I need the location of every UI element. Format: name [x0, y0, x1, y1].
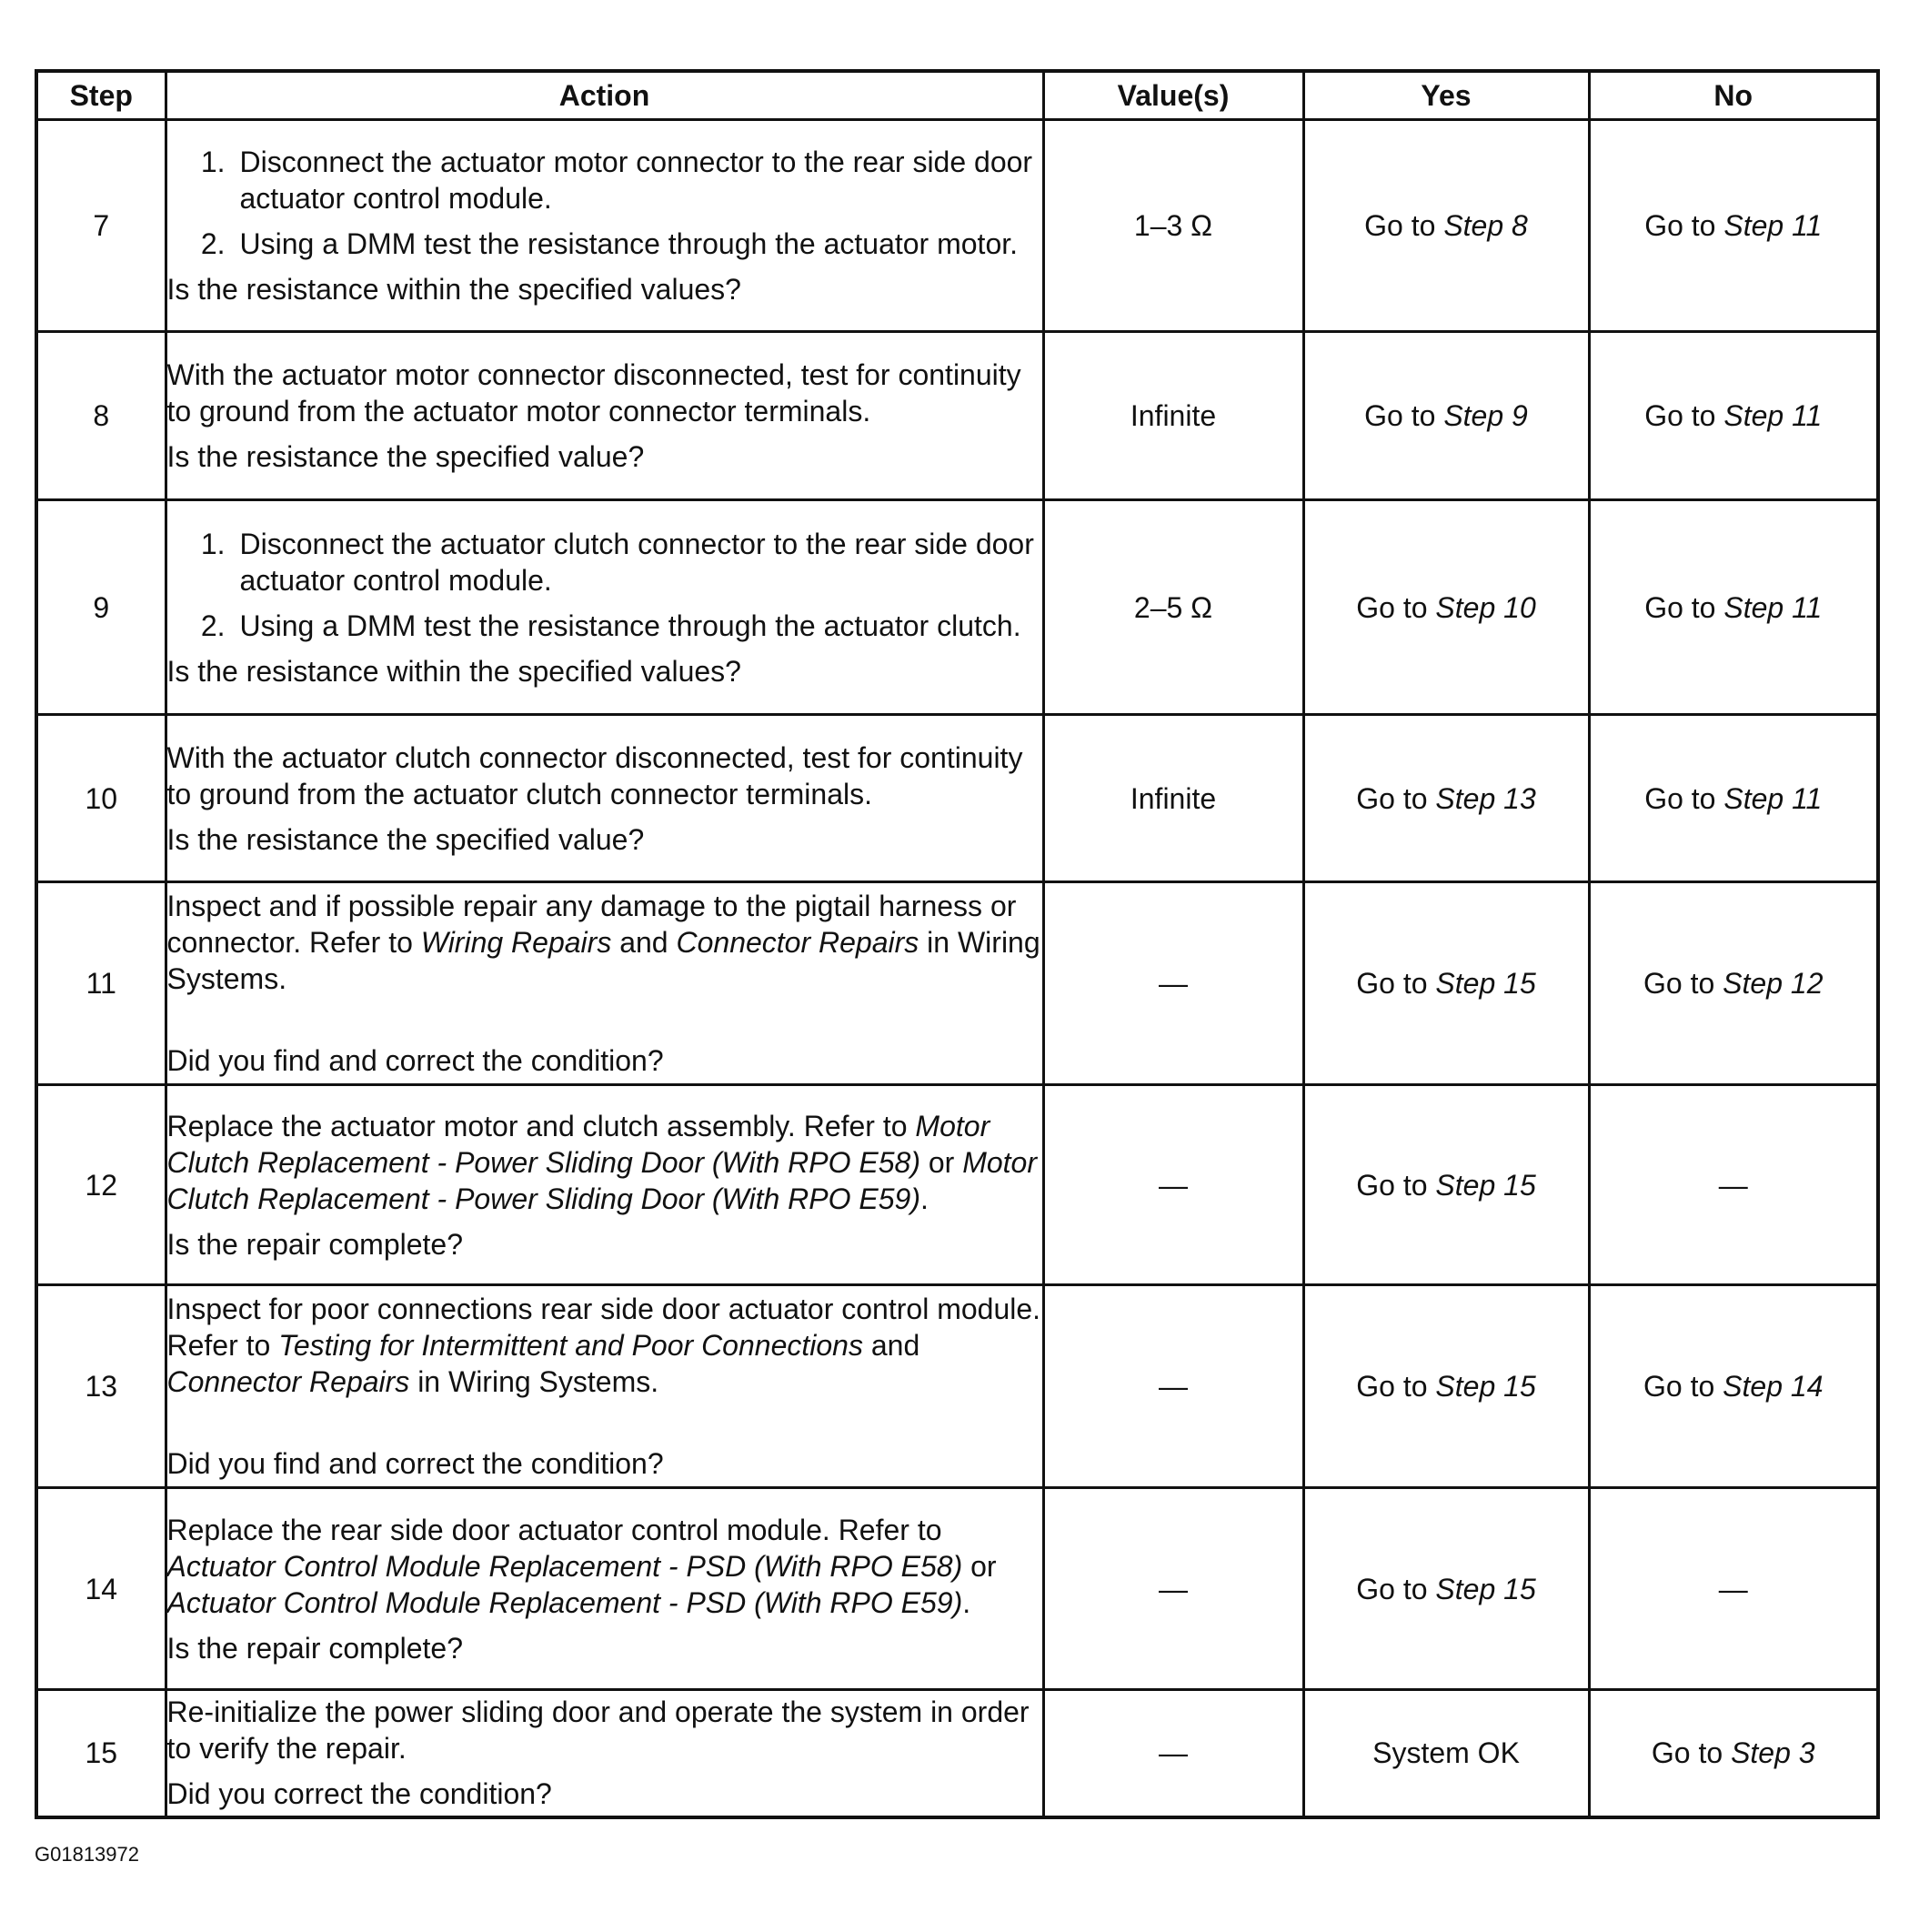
action-question: Did you find and correct the condition?: [166, 1447, 664, 1480]
no-cell: [1589, 1285, 1878, 1488]
action-cell: [166, 120, 1043, 332]
yes-step-link[interactable]: Step 13: [1435, 781, 1536, 815]
col-header-no: No: [1589, 71, 1878, 120]
reference-link[interactable]: Connector Repairs: [166, 1365, 410, 1398]
table-row: [36, 1285, 1878, 1488]
col-header-action: Action: [166, 71, 1043, 120]
value-cell: —: [1043, 1488, 1303, 1690]
action-cell: [166, 1085, 1043, 1285]
substep-text: Disconnect the actuator motor connector to the rear side door actuator control module.: [239, 146, 1033, 215]
yes-cell: [1303, 500, 1589, 715]
yes-cell: System OK: [1303, 1690, 1589, 1817]
action-text: [167, 1512, 1042, 1621]
value-cell: 1–3 Ω: [1043, 120, 1303, 332]
yes-step-link[interactable]: Step 9: [1443, 399, 1528, 432]
action-cell: [166, 882, 1043, 1085]
value-cell: 2–5 Ω: [1043, 500, 1303, 715]
action-text: [167, 1291, 1042, 1400]
figure-id: G01813972: [35, 1843, 139, 1866]
action-cell: [166, 715, 1043, 882]
no-prefix: Go to: [1644, 781, 1724, 815]
step-number: 7: [36, 120, 166, 332]
table-row: [36, 332, 1878, 500]
no-prefix: Go to: [1643, 967, 1723, 1000]
action-text-part: Replace the actuator motor and clutch assembly. Refer to: [166, 1109, 916, 1142]
table-row: [36, 500, 1878, 715]
step-number: 11: [36, 882, 166, 1085]
no-prefix: Go to: [1644, 399, 1724, 432]
substep-item: [167, 526, 1042, 599]
action-question: Is the resistance the specified value?: [166, 440, 645, 473]
table-row: [36, 715, 1878, 882]
no-cell: [1589, 500, 1878, 715]
no-step-link[interactable]: Step 11: [1723, 399, 1823, 432]
no-cell: [1589, 332, 1878, 500]
yes-cell: [1303, 1285, 1589, 1488]
yes-prefix: Go to: [1356, 590, 1436, 624]
step-number: 9: [36, 500, 166, 715]
action-cell: [166, 1690, 1043, 1817]
no-step-link[interactable]: Step 11: [1723, 781, 1823, 815]
table-row: [36, 1690, 1878, 1817]
yes-prefix: Go to: [1356, 1370, 1436, 1403]
action-text: With the actuator motor connector disconnected, test for continuity to ground from the actuator motor connector terminals.: [166, 358, 1021, 428]
yes-step-link[interactable]: Step 15: [1435, 1168, 1536, 1202]
substep-number: 1.: [200, 146, 226, 178]
no-prefix: Go to: [1644, 590, 1724, 624]
yes-cell: [1303, 1085, 1589, 1285]
yes-step-link[interactable]: Step 15: [1435, 1572, 1536, 1605]
yes-cell: [1303, 882, 1589, 1085]
value-cell: —: [1043, 1285, 1303, 1488]
substep-list: [167, 144, 1042, 262]
yes-step-link[interactable]: Step 15: [1435, 967, 1536, 1000]
reference-link[interactable]: Motor Clutch Replacement - Power Sliding Door (With RPO E59): [166, 1145, 1037, 1215]
no-cell: [1589, 715, 1878, 882]
action-text-part: Inspect for poor connections rear side door actuator control module. Refer to: [166, 1293, 1041, 1362]
col-header-step: Step: [36, 71, 166, 120]
col-header-yes: Yes: [1303, 71, 1589, 120]
value-cell: —: [1043, 1690, 1303, 1817]
yes-prefix: Go to: [1364, 399, 1444, 432]
substep-item: [167, 608, 1042, 644]
step-number: 12: [36, 1085, 166, 1285]
yes-cell: [1303, 120, 1589, 332]
action-text: With the actuator clutch connector disconnected, test for continuity to ground from the actuator clutch connector terminals.: [166, 740, 1023, 810]
action-cell: [166, 500, 1043, 715]
action-text-part: or: [919, 1145, 963, 1179]
substep-number: 2.: [200, 609, 226, 642]
reference-link[interactable]: Testing for Intermittent and Poor Connections: [278, 1329, 863, 1362]
action-cell: [166, 1285, 1043, 1488]
no-cell: —: [1589, 1488, 1878, 1690]
no-step-link[interactable]: Step 14: [1723, 1370, 1824, 1403]
substep-text: Using a DMM test the resistance through the actuator clutch.: [239, 609, 1021, 642]
no-cell: [1589, 882, 1878, 1085]
no-cell: —: [1589, 1085, 1878, 1285]
yes-prefix: Go to: [1364, 209, 1444, 242]
action-text-part: .: [919, 1182, 929, 1215]
no-prefix: Go to: [1651, 1736, 1732, 1770]
yes-prefix: Go to: [1356, 781, 1436, 815]
action-text-part: .: [962, 1585, 971, 1619]
substep-text: Disconnect the actuator clutch connector to the rear side door actuator control module.: [239, 527, 1034, 597]
diagnostic-table: [35, 69, 1880, 1819]
substep-item: [167, 226, 1042, 262]
yes-prefix: Go to: [1356, 1572, 1436, 1605]
action-question: Did you correct the condition?: [166, 1777, 552, 1811]
no-step-link[interactable]: Step 11: [1723, 590, 1823, 624]
reference-link[interactable]: Connector Repairs: [676, 926, 919, 959]
step-number: 14: [36, 1488, 166, 1690]
action-question: Is the repair complete?: [166, 1631, 463, 1665]
yes-prefix: Go to: [1356, 1168, 1436, 1202]
no-step-link[interactable]: Step 3: [1731, 1736, 1815, 1770]
action-question: Is the repair complete?: [166, 1227, 463, 1261]
action-text: [167, 888, 1042, 997]
reference-link[interactable]: Wiring Repairs: [420, 926, 612, 959]
step-number: 10: [36, 715, 166, 882]
action-text-part: in Wiring Systems.: [409, 1365, 659, 1398]
no-step-link[interactable]: Step 11: [1723, 209, 1823, 242]
step-number: 13: [36, 1285, 166, 1488]
action-question: Is the resistance the specified value?: [166, 822, 645, 856]
value-cell: —: [1043, 882, 1303, 1085]
reference-link[interactable]: Actuator Control Module Replacement - PSD (With RPO E59): [166, 1585, 963, 1619]
table-row: [36, 1085, 1878, 1285]
header-row: [36, 71, 1878, 120]
no-prefix: Go to: [1644, 209, 1724, 242]
action-cell: [166, 332, 1043, 500]
yes-step-link[interactable]: Step 15: [1435, 1370, 1536, 1403]
action-question: Is the resistance within the specified values?: [166, 273, 741, 306]
table-row: [36, 120, 1878, 332]
value-cell: Infinite: [1043, 715, 1303, 882]
value-cell: —: [1043, 1085, 1303, 1285]
yes-cell: [1303, 715, 1589, 882]
action-text: [167, 1108, 1042, 1217]
action-text-part: Inspect and if possible repair any damage to the pigtail harness or connector. Refer to: [166, 890, 1017, 959]
yes-cell: [1303, 1488, 1589, 1690]
action-text-part: in Wiring Systems.: [166, 926, 1040, 995]
no-cell: [1589, 120, 1878, 332]
table-row: [36, 1488, 1878, 1690]
substep-list: [167, 526, 1042, 644]
action-text-part: or: [962, 1549, 997, 1583]
yes-step-link[interactable]: Step 10: [1435, 590, 1536, 624]
substep-item: [167, 144, 1042, 216]
yes-cell: [1303, 332, 1589, 500]
action-text-part: and: [611, 926, 677, 959]
substep-text: Using a DMM test the resistance through the actuator motor.: [239, 227, 1019, 260]
action-question: Did you find and correct the condition?: [166, 1044, 664, 1077]
reference-link[interactable]: Actuator Control Module Replacement - PSD (With RPO E58): [166, 1549, 963, 1583]
value-cell: Infinite: [1043, 332, 1303, 500]
table-row: [36, 882, 1878, 1085]
yes-step-link[interactable]: Step 8: [1443, 209, 1528, 242]
no-cell: [1589, 1690, 1878, 1817]
step-number: 8: [36, 332, 166, 500]
action-cell: [166, 1488, 1043, 1690]
step-number: 15: [36, 1690, 166, 1817]
action-text-part: Replace the rear side door actuator control module. Refer to: [166, 1513, 942, 1546]
action-text-part: and: [862, 1329, 920, 1362]
action-text: Re-initialize the power sliding door and operate the system in order to verify the repair.: [166, 1696, 1030, 1766]
action-question: Is the resistance within the specified values?: [166, 654, 741, 688]
no-step-link[interactable]: Step 12: [1723, 967, 1824, 1000]
col-header-values: Value(s): [1043, 71, 1303, 120]
yes-prefix: Go to: [1356, 967, 1436, 1000]
no-prefix: Go to: [1643, 1370, 1723, 1403]
reference-link[interactable]: Motor Clutch Replacement - Power Sliding Door (With RPO E58): [166, 1109, 990, 1179]
substep-number: 2.: [200, 227, 226, 260]
substep-number: 1.: [200, 527, 226, 560]
